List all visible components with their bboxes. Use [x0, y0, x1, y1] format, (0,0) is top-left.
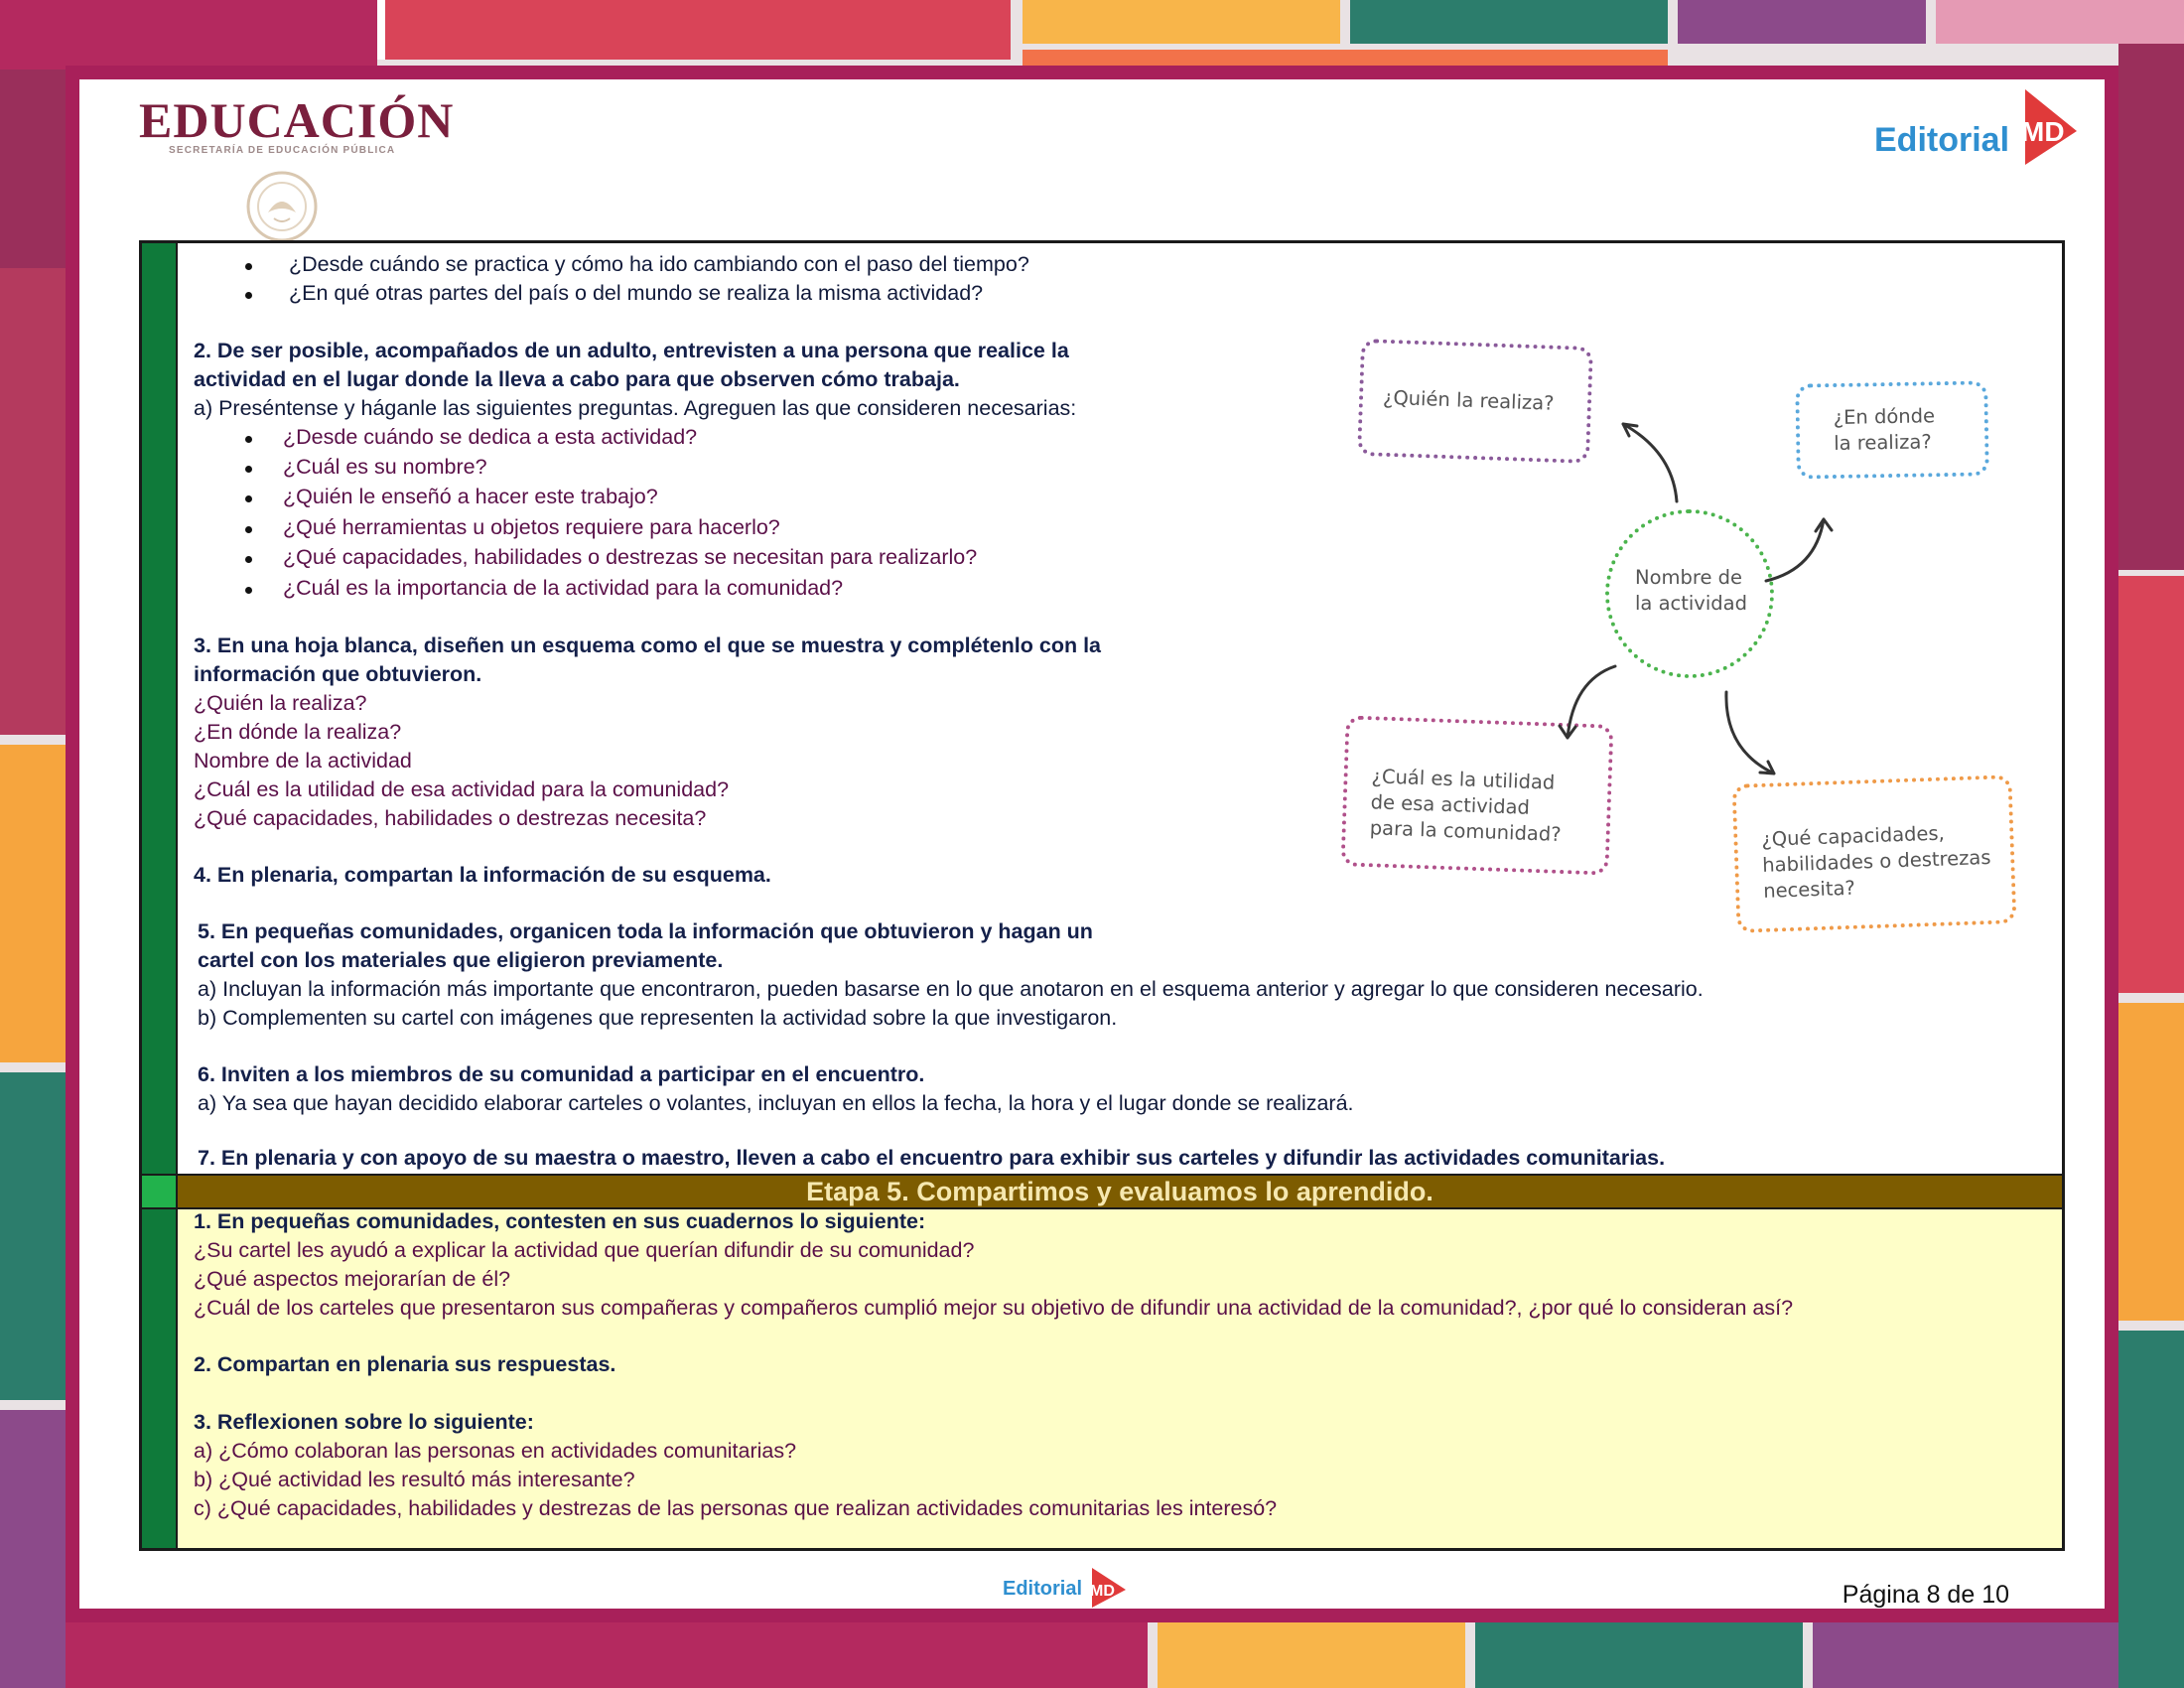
list-item: ¿Qué herramientas u objetos requiere para hacerlo? — [283, 515, 780, 539]
stage-5-header: Etapa 5. Compartimos y evaluamos lo aprendido. — [178, 1174, 2062, 1209]
sep-logo-title: EDUCACIÓN — [139, 92, 455, 148]
list-item: ¿Qué capacidades, habilidades o destrezas se necesitan para realizarlo? — [283, 545, 978, 569]
list-item: ¿Desde cuándo se dedica a esta actividad? — [283, 425, 698, 449]
activity-table — [139, 240, 2065, 1551]
svg-text:MD: MD — [1090, 1583, 1115, 1600]
step-2-title: 2. De ser posible, acompañados de un adulto, entrevisten a una persona que realice la — [194, 339, 1069, 362]
step-5-item-b: b) Complementen su cartel con imágenes que representen la actividad sobre la que investigaron. — [198, 1006, 1118, 1030]
list-item: c) ¿Qué capacidades, habilidades y destrezas de las personas que realizan actividades comunitarias les interesó? — [194, 1496, 1278, 1520]
list-item: a) ¿Cómo colaboran las personas en actividades comunitarias? — [194, 1439, 797, 1463]
stage-5-section — [178, 1209, 2062, 1548]
left-color-strip — [142, 243, 178, 1548]
arrow-to-skills-icon — [1726, 692, 1774, 774]
step-5-item-a: a) Incluyan la información más importante que encontraron, pueden basarse en lo que anotaron en el esquema anterior y agregar lo que consideren necesario. — [198, 977, 1704, 1001]
diagram-label-who: ¿Quién la realiza? — [1382, 385, 1555, 415]
diagram-label-utility-cont2: para la comunidad? — [1369, 816, 1562, 846]
list-item: ¿Cuál es la importancia de la actividad para la comunidad? — [283, 576, 844, 600]
arrow-to-who-icon — [1623, 424, 1677, 501]
national-seal-icon — [244, 169, 320, 244]
diagram-arrows — [1359, 333, 2074, 968]
step-3-title: 3. En una hoja blanca, diseñen un esquema como el que se muestra y complétenlo con la — [194, 633, 1102, 657]
diagram-label-utility-cont: de esa actividad — [1370, 790, 1531, 819]
stage-5-q1-title: 1. En pequeñas comunidades, contesten en sus cuadernos lo siguiente: — [194, 1209, 926, 1233]
list-item: ¿Qué capacidades, habilidades o destrezas necesita? — [194, 806, 707, 830]
footer-editorial-logo — [1003, 1564, 1132, 1608]
list-item: ¿Su cartel les ayudó a explicar la actividad que querían difundir de su comunidad? — [194, 1238, 975, 1262]
list-item: ¿Cuál de los carteles que presentaron sus compañeras y compañeros cumplió mejor su objetivo de difundir una actividad de la comunidad?, ¿por qué lo consideran así? — [194, 1296, 1794, 1320]
editorial-logo-text: Editorial — [1874, 121, 2010, 159]
page-number: Página 8 de 10 — [1842, 1581, 2009, 1609]
activity-scheme-diagram — [1359, 333, 2074, 968]
svg-text:MD: MD — [2021, 116, 2065, 147]
bullet-icon — [245, 466, 252, 473]
diagram-label-skills-cont2: necesita? — [1762, 876, 1856, 903]
step-3-title-cont: información que obtuvieron. — [194, 662, 482, 686]
list-item: ¿Cuál es la utilidad de esa actividad para la comunidad? — [194, 777, 730, 801]
bullet-icon — [245, 556, 252, 563]
diagram-label-skills-cont: habilidades o destrezas — [1761, 845, 1991, 877]
bullet-icon — [245, 526, 252, 533]
md-logo-icon — [2013, 85, 2079, 167]
bullet-icon — [245, 263, 252, 270]
left-strip-stage-cell — [142, 1174, 176, 1209]
step-6-title: 6. Inviten a los miembros de su comunidad a participar en el encuentro. — [198, 1062, 925, 1086]
document-page — [79, 79, 2105, 1609]
bullet-icon — [245, 495, 252, 502]
step-6-item-a: a) Ya sea que hayan decidido elaborar carteles o volantes, incluyan en ellos la fecha, la hora y el lugar donde se realizará. — [198, 1091, 1354, 1115]
diagram-label-utility: ¿Cuál es la utilidad — [1371, 765, 1556, 794]
list-item: ¿Quién la realiza? — [194, 691, 367, 715]
sep-logo-subtitle: SECRETARÍA DE EDUCACIÓN PÚBLICA — [169, 145, 396, 156]
list-item: ¿Quién le enseñó a hacer este trabajo? — [283, 485, 658, 508]
bullet-icon — [245, 292, 252, 299]
list-item: ¿En dónde la realiza? — [194, 720, 402, 744]
arrow-to-utility-icon — [1560, 666, 1615, 738]
list-item: ¿Qué aspectos mejorarían de él? — [194, 1267, 511, 1291]
bullet-icon — [245, 587, 252, 594]
list-item: Nombre de la actividad — [194, 749, 412, 773]
diagram-label-center-cont: la actividad — [1635, 592, 1747, 615]
step-2-intro: a) Preséntense y háganle las siguientes preguntas. Agreguen las que consideren necesarias: — [194, 396, 1077, 420]
diagram-label-center: Nombre de — [1635, 566, 1743, 589]
list-item: ¿En qué otras partes del país o del mundo se realiza la misma actividad? — [289, 281, 984, 305]
list-item: ¿Cuál es su nombre? — [283, 455, 487, 479]
list-item: b) ¿Qué actividad les resultó más interesante? — [194, 1468, 635, 1491]
diagram-label-skills: ¿Qué capacidades, — [1761, 821, 1946, 851]
arrow-to-where-icon — [1766, 519, 1832, 581]
step-5-title: 5. En pequeñas comunidades, organicen toda la información que obtuvieron y hagan un — [198, 919, 1093, 943]
diagram-label-where: ¿En dónde — [1833, 404, 1936, 430]
footer-logo-text: Editorial — [1003, 1578, 1083, 1600]
list-item: ¿Desde cuándo se practica y cómo ha ido cambiando con el paso del tiempo? — [289, 252, 1029, 276]
editorial-md-logo — [1874, 85, 2083, 171]
steps-section — [178, 243, 2062, 1174]
step-2-title-cont: actividad en el lugar donde la lleva a cabo para que observen cómo trabaja. — [194, 367, 960, 391]
footer-md-logo-icon — [1086, 1566, 1128, 1610]
bullet-icon — [245, 436, 252, 443]
diagram-label-where-cont: la realiza? — [1834, 430, 1932, 456]
step-5-title-cont: cartel con los materiales que eligieron previamente. — [198, 948, 724, 972]
stage-5-q3-title: 3. Reflexionen sobre lo siguiente: — [194, 1410, 534, 1434]
step-4-title: 4. En plenaria, compartan la información de su esquema. — [194, 863, 771, 887]
stage-5-q2: 2. Compartan en plenaria sus respuestas. — [194, 1352, 616, 1376]
step-7-title: 7. En plenaria y con apoyo de su maestra o maestro, lleven a cabo el encuentro para exhibir sus carteles y difundir las actividades comunitarias. — [198, 1146, 1666, 1170]
